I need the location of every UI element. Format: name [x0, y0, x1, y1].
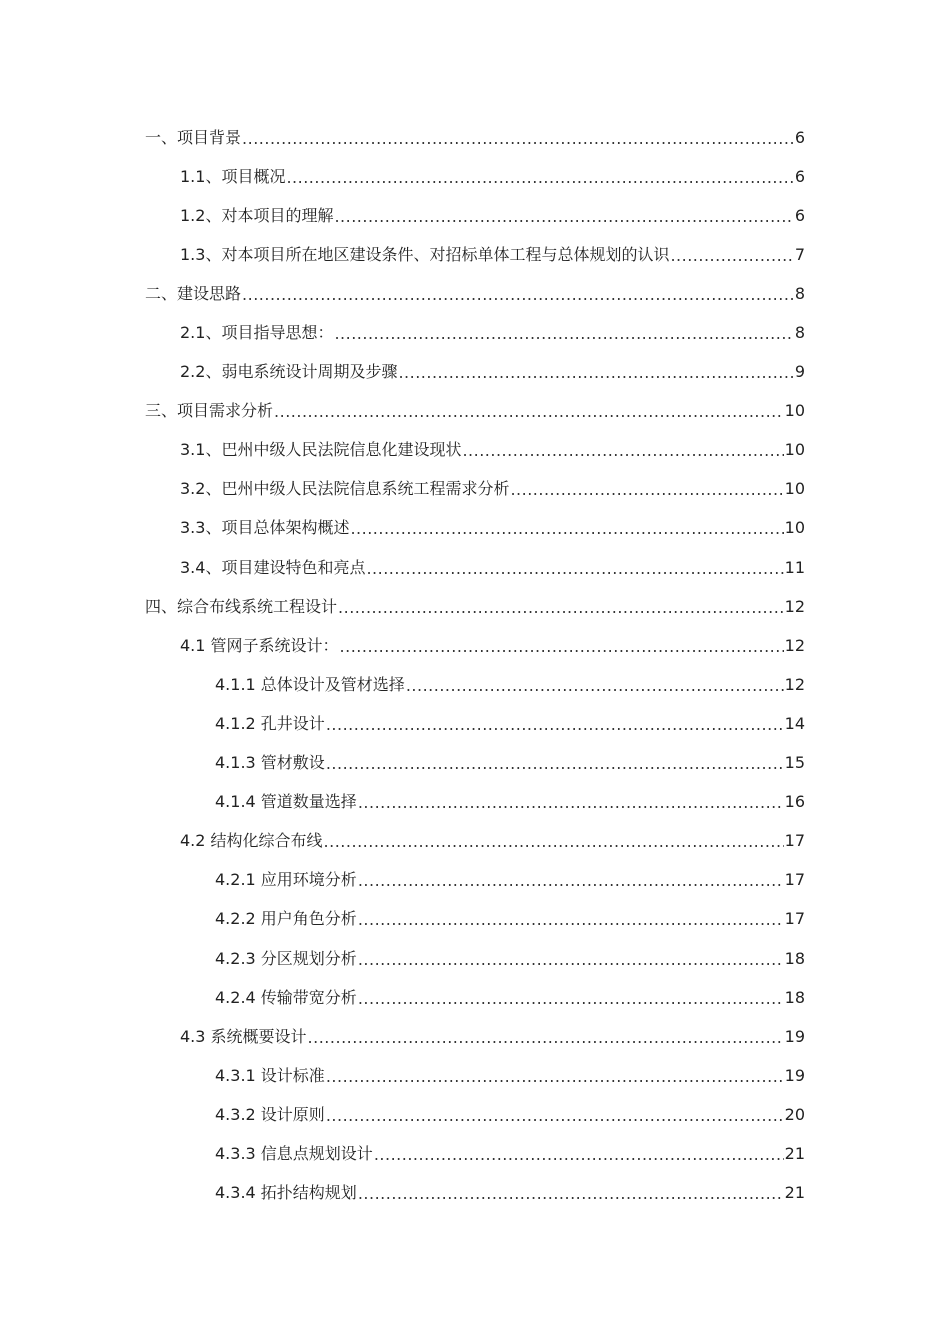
toc-entry-title: 2.1、项目指导思想：	[180, 323, 334, 343]
toc-entry-page-number: 10	[784, 518, 805, 538]
toc-entry-title: 4.2.3 分区规划分析	[215, 948, 357, 968]
toc-entry[interactable]	[0, 431, 950, 470]
toc-entry-page-number: 11	[784, 557, 805, 577]
toc-entry-title: 4.1.1 总体设计及管材选择	[215, 674, 405, 694]
toc-dot-leader	[334, 207, 793, 227]
toc-entry[interactable]	[0, 665, 950, 704]
toc-entry[interactable]	[0, 157, 950, 196]
toc-entry[interactable]	[0, 704, 950, 743]
toc-entry-page-number: 6	[794, 127, 805, 147]
toc-entry-title: 1.3、对本项目所在地区建设条件、对招标单体工程与总体规划的认识	[180, 244, 670, 264]
toc-dot-leader	[358, 989, 784, 1009]
toc-entry[interactable]	[0, 392, 950, 431]
toc-entry-page-number: 20	[784, 1104, 805, 1124]
toc-entry[interactable]	[0, 470, 950, 509]
toc-dot-leader	[366, 559, 783, 579]
toc-entry-title: 3.3、项目总体架构概述	[180, 518, 350, 538]
toc-entry-title: 三、项目需求分析	[145, 401, 274, 421]
toc-dot-leader	[326, 1067, 784, 1087]
toc-dot-leader	[338, 598, 784, 618]
toc-dot-leader	[242, 129, 794, 149]
toc-dot-leader	[340, 637, 784, 657]
toc-dot-leader	[510, 480, 783, 500]
toc-entry-title: 4.1.4 管道数量选择	[215, 792, 357, 812]
toc-entry[interactable]	[0, 822, 950, 861]
toc-dot-leader	[358, 793, 784, 813]
toc-entry-title: 1.1、项目概况	[180, 166, 286, 186]
toc-entry-title: 二、建设思路	[145, 283, 242, 303]
toc-entry[interactable]	[0, 626, 950, 665]
toc-entry-page-number: 10	[784, 401, 805, 421]
toc-entry[interactable]	[0, 1095, 950, 1134]
toc-entry-title: 4.3.4 拓扑结构规划	[215, 1183, 357, 1203]
toc-entry-page-number: 18	[784, 987, 805, 1007]
toc-entry-page-number: 7	[794, 244, 805, 264]
toc-entry-page-number: 8	[794, 323, 805, 343]
toc-entry-page-number: 17	[784, 909, 805, 929]
toc-dot-leader	[326, 715, 784, 735]
toc-dot-leader	[324, 832, 784, 852]
toc-entry[interactable]	[0, 548, 950, 587]
toc-dot-leader	[398, 363, 793, 383]
toc-entry[interactable]	[0, 1017, 950, 1056]
toc-entry-page-number: 16	[784, 792, 805, 812]
toc-entry-title: 4.3.1 设计标准	[215, 1065, 325, 1085]
toc-dot-leader	[326, 754, 784, 774]
toc-dot-leader	[406, 676, 784, 696]
toc-entry-title: 4.1 管网子系统设计：	[180, 635, 339, 655]
toc-dot-leader	[358, 871, 784, 891]
toc-entry-title: 4.2.2 用户角色分析	[215, 909, 357, 929]
toc-entry-title: 3.4、项目建设特色和亮点	[180, 557, 366, 577]
toc-entry-title: 4.3.3 信息点规划设计	[215, 1143, 373, 1163]
toc-dot-leader	[326, 1106, 784, 1126]
toc-entry-page-number: 15	[784, 753, 805, 773]
toc-entry-title: 4.1.3 管材敷设	[215, 753, 325, 773]
toc-dot-leader	[350, 519, 783, 539]
toc-entry-title: 4.2 结构化综合布线	[180, 831, 323, 851]
toc-entry-page-number: 19	[784, 1026, 805, 1046]
toc-entry[interactable]	[0, 196, 950, 235]
toc-entry-page-number: 6	[794, 205, 805, 225]
toc-entry[interactable]	[0, 587, 950, 626]
toc-entry[interactable]	[0, 1174, 950, 1213]
toc-entry[interactable]	[0, 118, 950, 157]
toc-entry-page-number: 10	[784, 479, 805, 499]
toc-entry[interactable]	[0, 939, 950, 978]
toc-entry-page-number: 19	[784, 1065, 805, 1085]
toc-entry-title: 2.2、弱电系统设计周期及步骤	[180, 362, 398, 382]
toc-entry[interactable]	[0, 274, 950, 313]
toc-entry-page-number: 6	[794, 166, 805, 186]
toc-entry-page-number: 9	[794, 362, 805, 382]
toc-entry-title: 四、综合布线系统工程设计	[145, 596, 338, 616]
toc-dot-leader	[358, 910, 784, 930]
toc-dot-leader	[286, 168, 793, 188]
toc-dot-leader	[358, 950, 784, 970]
toc-entry[interactable]	[0, 353, 950, 392]
toc-entry-page-number: 10	[784, 440, 805, 460]
toc-entry[interactable]	[0, 1056, 950, 1095]
toc-entry-title: 4.3 系统概要设计	[180, 1026, 307, 1046]
toc-entry-page-number: 12	[784, 674, 805, 694]
toc-entry-title: 1.2、对本项目的理解	[180, 205, 334, 225]
toc-entry-page-number: 8	[794, 283, 805, 303]
toc-entry[interactable]	[0, 861, 950, 900]
toc-entry-title: 3.1、巴州中级人民法院信息化建设现状	[180, 440, 462, 460]
toc-dot-leader	[358, 1184, 784, 1204]
toc-entry-page-number: 21	[784, 1183, 805, 1203]
toc-dot-leader	[308, 1028, 784, 1048]
toc-entry[interactable]	[0, 783, 950, 822]
toc-entry[interactable]	[0, 744, 950, 783]
toc-entry-page-number: 21	[784, 1143, 805, 1163]
toc-dot-leader	[242, 285, 794, 305]
toc-dot-leader	[374, 1145, 784, 1165]
toc-dot-leader	[670, 246, 793, 266]
table-of-contents	[0, 118, 950, 1213]
toc-entry-title: 4.1.2 孔井设计	[215, 713, 325, 733]
toc-entry-page-number: 14	[784, 713, 805, 733]
toc-entry-page-number: 17	[784, 831, 805, 851]
toc-entry-page-number: 12	[784, 635, 805, 655]
toc-dot-leader	[462, 441, 783, 461]
toc-dot-leader	[334, 324, 793, 344]
toc-entry-page-number: 17	[784, 870, 805, 890]
toc-entry[interactable]	[0, 509, 950, 548]
toc-entry[interactable]	[0, 978, 950, 1017]
toc-entry[interactable]	[0, 235, 950, 274]
toc-entry[interactable]	[0, 313, 950, 352]
toc-entry[interactable]	[0, 1134, 950, 1173]
toc-entry-page-number: 18	[784, 948, 805, 968]
toc-entry-title: 4.2.1 应用环境分析	[215, 870, 357, 890]
toc-entry-title: 3.2、巴州中级人民法院信息系统工程需求分析	[180, 479, 510, 499]
toc-entry-title: 4.3.2 设计原则	[215, 1104, 325, 1124]
toc-entry-page-number: 12	[784, 596, 805, 616]
toc-dot-leader	[274, 402, 784, 422]
toc-entry[interactable]	[0, 900, 950, 939]
toc-entry-title: 4.2.4 传输带宽分析	[215, 987, 357, 1007]
toc-entry-title: 一、项目背景	[145, 127, 242, 147]
